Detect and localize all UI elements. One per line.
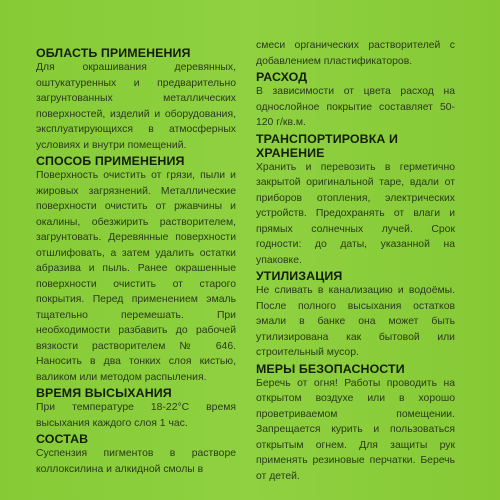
- heading-composition: СОСТАВ: [36, 432, 89, 446]
- heading-disposal: УТИЛИЗАЦИЯ: [256, 269, 343, 283]
- right-column: [256, 38, 455, 485]
- text-safety: Беречь от огня! Работы проводить на открытом воздухе или в хорошо проветриваемом помещении. Запрещается курить и пользоваться открытым огнем. Для защиты рук применять резиновые перчатки. Беречь от детей.: [256, 377, 455, 482]
- text-disposal: Не сливать в канализацию и водоёмы. После полного высыхания остатков эмали в банке она может быть утилизирована как бытовой или строительный мусор.: [256, 285, 455, 358]
- text-drying-time: При температуре 18-22°С время высыхания каждого слоя 1 час.: [36, 402, 236, 429]
- heading-application-area: ОБЛАСТЬ ПРИМЕНЕНИЯ: [36, 46, 191, 60]
- heading-transport-storage: ТРАНСПОРТИРОВКА И ХРАНЕНИЕ: [256, 131, 398, 160]
- left-column: [36, 46, 236, 478]
- heading-consumption: РАСХОД: [256, 70, 308, 84]
- text-application-area: Для окрашивания деревянных, оштукатуренных и предварительно загрунтованных металлических поверхностей, изделий и оборудования, эксплуатирующихся в атмосферных условиях и внутри помещений.: [36, 62, 236, 151]
- text-consumption: В зависимости от цвета расход на однослойное покрытие составляет 50-120 г/кв.м.: [256, 86, 455, 128]
- text-application-method: Поверхность очистить от грязи, пыли и жировых загрязнений. Металлические поверхности очистить от ржавчины и окалины, обезжирить растворителем, загрунтовать. Деревянные поверхности отшлифовать, а затем удалить остатки абразива и пыль. Ранее окрашенные поверхности очистить от старого покрытия. Перед применением эмаль тщательно перемешать. При необходимости разбавить до рабочей вязкости растворителем № 646. Наносить в два тонких слоя кистью, валиком или методом распыления.: [36, 170, 236, 383]
- heading-drying-time: ВРЕМЯ ВЫСЫХАНИЯ: [36, 386, 172, 400]
- heading-application-method: СПОСОБ ПРИМЕНЕНИЯ: [36, 154, 185, 168]
- text-composition-continued: смеси органических растворителей с добавлением пластификаторов.: [256, 40, 455, 67]
- text-transport-storage: Хранить и перевозить в герметично закрытой оригинальной таре, вдали от приборов отопления, электрических устройств. Предохранять от влаги и прямых солнечных лучей. Срок годности: до даты, указанной на упаковке.: [256, 161, 455, 266]
- heading-safety: МЕРЫ БЕЗОПАСНОСТИ: [256, 361, 405, 376]
- text-composition: Суспензия пигментов в растворе коллоксилина и алкидной смолы в: [36, 448, 236, 475]
